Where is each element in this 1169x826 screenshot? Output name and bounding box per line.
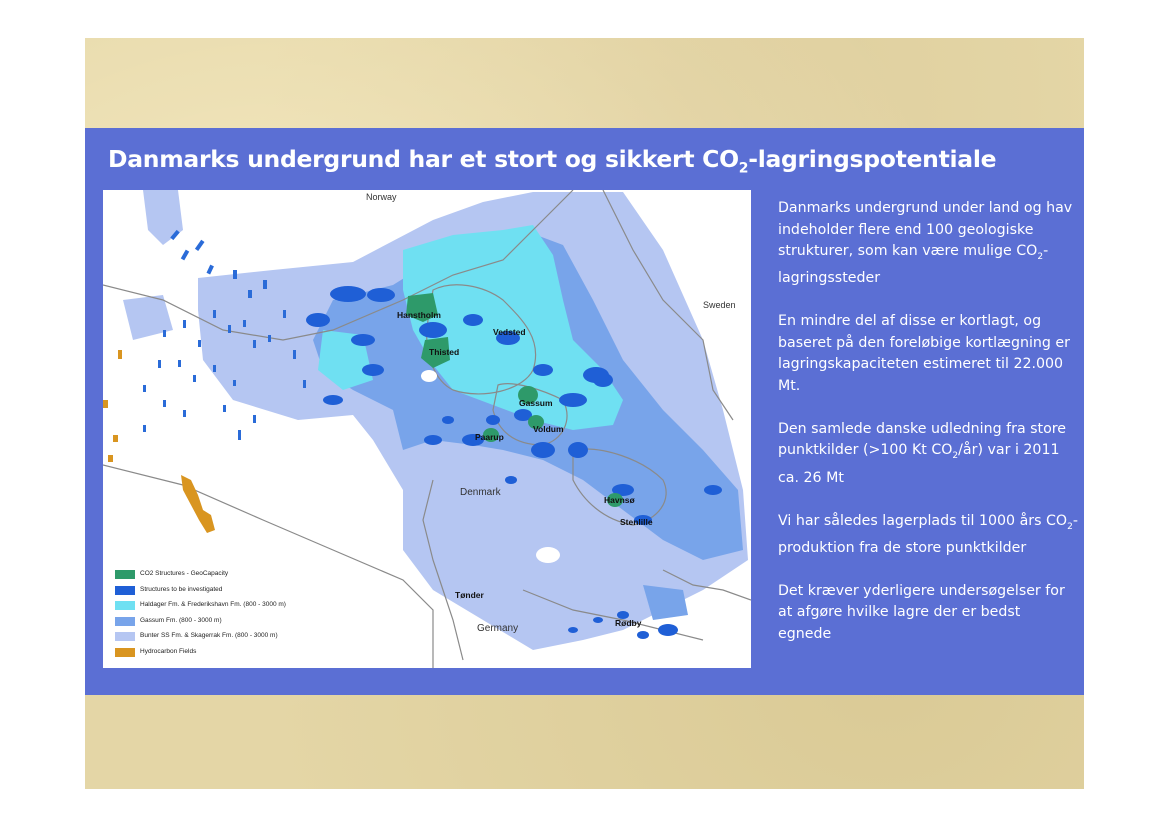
p1-text: Danmarks undergrund under land og hav indeholder flere end 100 geologiske strukturer, som kan være mulige CO bbox=[778, 200, 1073, 259]
p4-sub: 2 bbox=[1067, 521, 1073, 532]
legend-swatch bbox=[115, 601, 135, 610]
city-gassum: Gassum bbox=[519, 398, 553, 408]
p1-sub: 2 bbox=[1037, 251, 1044, 262]
label-norway: Norway bbox=[366, 192, 397, 202]
p1-text-end: -lagringssteder bbox=[778, 243, 1049, 287]
legend-swatch bbox=[115, 586, 135, 595]
co2-storage-map bbox=[103, 190, 751, 668]
map-graphic bbox=[103, 190, 751, 668]
p3-sub: 2 bbox=[952, 451, 959, 462]
city-rodby: Rødby bbox=[615, 618, 642, 628]
legend-label: CO2 Structures - GeoCapacity bbox=[140, 570, 229, 577]
p4-text: Vi har således lagerplads til 1000 års CO bbox=[778, 512, 1068, 529]
p4-text-end: -produktion fra de store punktkilder bbox=[778, 512, 1078, 556]
label-sweden: Sweden bbox=[703, 300, 736, 310]
city-voldum: Voldum bbox=[533, 424, 564, 434]
label-germany: Germany bbox=[477, 623, 519, 634]
city-tonder: Tønder bbox=[455, 590, 484, 600]
city-havnso: Havnsø bbox=[604, 495, 635, 505]
legend-swatch bbox=[115, 617, 135, 626]
p3-text: Den samlede danske udledning fra store punktkilder (>100 Kt CO bbox=[778, 420, 1067, 459]
slide-title bbox=[108, 145, 1068, 177]
legend-label: Structures to be investigated bbox=[140, 585, 223, 593]
city-vedsted: Vedsted bbox=[493, 327, 526, 337]
legend-label: Haldager Fm. & Frederikshavn Fm. (800 - 3000 m) bbox=[140, 601, 286, 608]
legend-swatch bbox=[115, 632, 135, 641]
p3-text-end: /år) var i 2011 ca. 26 Mt bbox=[778, 442, 1060, 486]
legend-swatch bbox=[115, 570, 135, 579]
legend-swatch bbox=[115, 648, 135, 657]
paragraph-structures bbox=[778, 198, 1078, 290]
title-text-end: -lagringspotentiale bbox=[748, 145, 997, 173]
bullet-text bbox=[778, 198, 1078, 667]
title-text: Danmarks undergrund har et stort og sikkert CO bbox=[108, 145, 739, 173]
paragraph-storage-years bbox=[778, 511, 1078, 560]
city-hanstholm: Hanstholm bbox=[397, 310, 441, 320]
label-denmark: Denmark bbox=[460, 487, 501, 498]
legend-label: Hydrocarbon Fields bbox=[140, 647, 197, 655]
paragraph-capacity: En mindre del af disse er kortlagt, og baseret på den foreløbige kortlægning er lagringskapaciteten estimeret til 22.000 Mt. bbox=[778, 313, 1070, 394]
paragraph-emissions bbox=[778, 419, 1078, 489]
city-paarup: Paarup bbox=[475, 432, 504, 442]
city-stenlille: Stenlille bbox=[620, 517, 653, 527]
legend-label: Bunter SS Fm. & Skagerrak Fm. (800 - 3000 m) bbox=[140, 632, 278, 639]
city-thisted: Thisted bbox=[429, 347, 460, 357]
title-subscript: 2 bbox=[738, 160, 749, 177]
paragraph-further-studies: Det kræver yderligere undersøgelser for at afgøre hvilke lagre der er bedst egnede bbox=[778, 582, 1065, 642]
hydrocarbon-fields bbox=[103, 350, 215, 533]
legend-label: Gassum Fm. (800 - 3000 m) bbox=[140, 616, 222, 624]
